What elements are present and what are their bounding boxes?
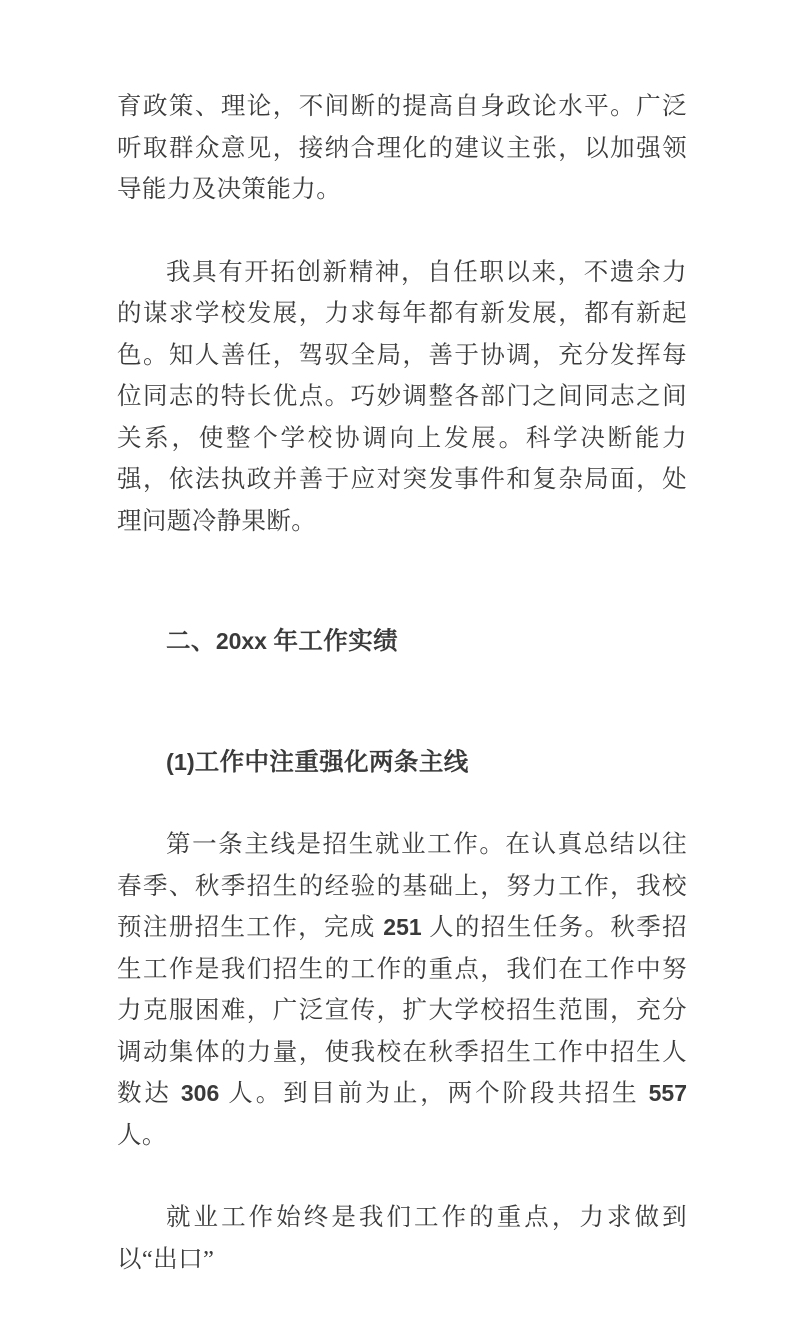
section-heading-work-achievements [117, 621, 687, 663]
text-segment: 人。 [117, 1121, 167, 1149]
enrollment-count-preregistration: 251 [383, 914, 422, 940]
enrollment-count-total: 557 [648, 1080, 687, 1106]
subsection-heading-two-main-lines [117, 742, 687, 784]
heading-year-number: 20xx [215, 628, 267, 654]
section-spacer-before-heading [117, 583, 687, 621]
enrollment-count-autumn: 306 [180, 1080, 220, 1106]
text-segment: 人的招生任务。秋季招生工作是我们招生的工作的重点，我们在工作中努力克服困难，广泛宣传，扩大学校招生范围，充分调动集体的力量，使我校在秋季招生工作中招生人数达 [117, 914, 687, 1107]
section-spacer-before-subheading [117, 704, 687, 742]
subheading-marker: (1) [166, 748, 195, 775]
paragraph-employment-work: 就业工作始终是我们工作的重点，力求做到以“出口” [117, 1204, 687, 1273]
paragraph-enrollment-work [117, 824, 687, 1156]
heading-prefix: 二、 [166, 628, 216, 655]
document-body [117, 86, 687, 1321]
text-segment: 第一条主线是招生就业工作。在认真总结以往春季、秋季招生的经验的基础上，努力工作，我校预注册招生工作，完成 [117, 831, 687, 941]
paragraph-continued: 育政策、理论，不间断的提高自身政论水平。广泛听取群众意见，接纳合理化的建议主张，以加强领导能力及决策能力。 [117, 93, 687, 203]
paragraph-innovation-spirit: 我具有开拓创新精神，自任职以来，不遗余力的谋求学校发展，力求每年都有新发展，都有新起色。知人善任，驾驭全局，善于协调，充分发挥每位同志的特长优点。巧妙调整各部门之间同志之间关系，使整个学校协调向上发展。科学决断能力强，依法执政并善于应对突发事件和复杂局面，处理问题冷静果断。 [117, 258, 687, 535]
subheading-label: 工作中注重强化两条主线 [194, 748, 469, 776]
heading-suffix: 年工作实绩 [266, 628, 399, 655]
text-segment: 人。到目前为止，两个阶段共招生 [219, 1080, 649, 1107]
